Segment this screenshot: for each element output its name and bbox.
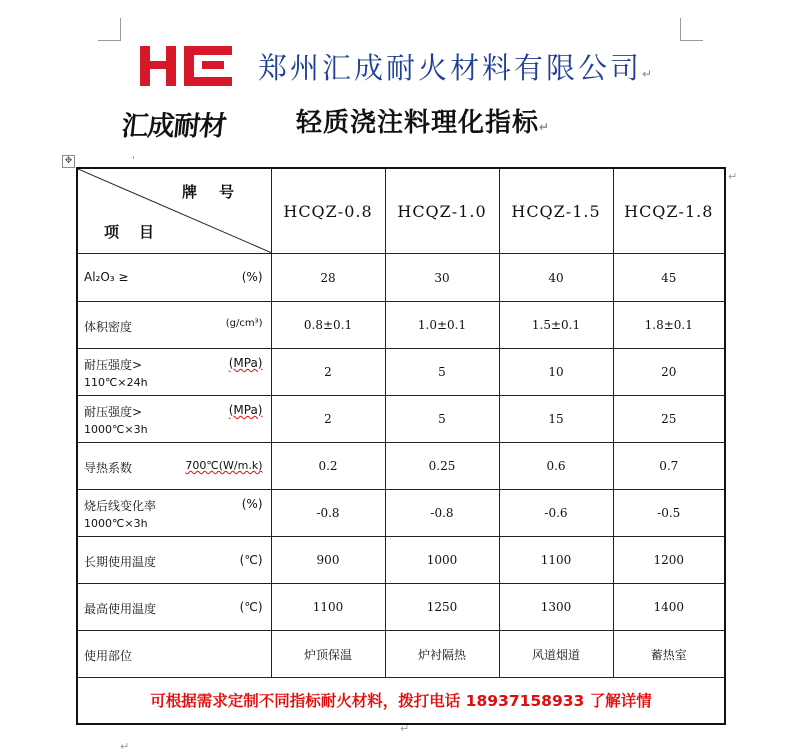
- table-cell: 2: [271, 396, 385, 443]
- table-row: [77, 443, 725, 490]
- row-condition: 110℃×24h: [84, 376, 148, 389]
- row-label-cell: [77, 584, 271, 631]
- row-label: 使用部位: [84, 649, 133, 663]
- table-cell: 2: [271, 349, 385, 396]
- grade-header: HCQZ-1.8: [613, 168, 725, 254]
- table-header-row: [77, 168, 725, 254]
- table-cell: 40: [499, 254, 613, 302]
- table-row: [77, 396, 725, 443]
- header-item-label: 项目: [104, 223, 175, 241]
- page-corner-mark-top-left: [98, 18, 121, 41]
- row-label-cell: [77, 631, 271, 678]
- row-unit: (℃): [239, 600, 263, 614]
- table-cell: 1250: [385, 584, 499, 631]
- table-cell: 25: [613, 396, 725, 443]
- table-cell: 0.7: [613, 443, 725, 490]
- table-cell: 900: [271, 537, 385, 584]
- table-cell: 炉顶保温: [271, 631, 385, 678]
- table-cell: -0.8: [385, 490, 499, 537]
- row-label: 最高使用温度: [84, 602, 157, 616]
- row-label: 耐压强度>: [84, 358, 143, 372]
- row-label: 长期使用温度: [84, 555, 157, 569]
- table-row: [77, 254, 725, 302]
- table-cell: 1.5±0.1: [499, 302, 613, 349]
- table-row: [77, 584, 725, 631]
- table-cell: 28: [271, 254, 385, 302]
- table-cell: 0.6: [499, 443, 613, 490]
- row-label-cell: [77, 396, 271, 443]
- row-label-cell: [77, 302, 271, 349]
- row-end-mark: ↵: [728, 170, 738, 183]
- header-brand-label: 牌号: [182, 183, 257, 201]
- grade-header: HCQZ-0.8: [271, 168, 385, 254]
- row-label-cell: [77, 443, 271, 490]
- table-row: [77, 631, 725, 678]
- company-logo-icon: [140, 46, 236, 86]
- row-unit: (MPa): [228, 403, 263, 417]
- table-cell: 30: [385, 254, 499, 302]
- document-title: 轻质浇注料理化指标↵: [296, 108, 551, 138]
- table-row: [77, 490, 725, 537]
- table-footer-row: [77, 678, 725, 724]
- table-cell: 1000: [385, 537, 499, 584]
- table-cell: 5: [385, 349, 499, 396]
- table-cell: 炉衬隔热: [385, 631, 499, 678]
- paragraph-mark: ': [132, 154, 136, 167]
- logo-wordmark: 汇成耐材: [120, 111, 228, 142]
- spec-table: [76, 167, 726, 725]
- table-cell: 10: [499, 349, 613, 396]
- table-cell: 45: [613, 254, 725, 302]
- row-label: Al₂O₃ ≥: [84, 270, 129, 284]
- row-label-cell: [77, 490, 271, 537]
- table-cell: 1.0±0.1: [385, 302, 499, 349]
- table-cell: -0.8: [271, 490, 385, 537]
- table-cell: 0.8±0.1: [271, 302, 385, 349]
- company-name: 郑州汇成耐火材料有限公司↵: [258, 51, 656, 85]
- header-diagonal-cell: [77, 168, 271, 254]
- row-label-cell: [77, 537, 271, 584]
- row-unit: (MPa): [228, 356, 263, 370]
- row-label-cell: [77, 349, 271, 396]
- table-cell: 1100: [271, 584, 385, 631]
- paragraph-mark: ↵: [400, 722, 410, 735]
- row-condition: 1000℃×3h: [84, 423, 148, 436]
- grade-header: HCQZ-1.0: [385, 168, 499, 254]
- row-label: 体积密度: [84, 320, 133, 334]
- row-unit: (%): [241, 270, 263, 284]
- table-row: [77, 537, 725, 584]
- table-cell: 1100: [499, 537, 613, 584]
- grade-header: HCQZ-1.5: [499, 168, 613, 254]
- table-cell: 1300: [499, 584, 613, 631]
- row-unit: 700℃(W/m.k): [185, 459, 263, 472]
- row-unit: (%): [241, 497, 263, 511]
- row-unit: (℃): [239, 553, 263, 567]
- table-cell: 1200: [613, 537, 725, 584]
- table-cell: 20: [613, 349, 725, 396]
- table-cell: 风道烟道: [499, 631, 613, 678]
- row-label: 耐压强度>: [84, 405, 143, 419]
- table-cell: -0.6: [499, 490, 613, 537]
- row-unit: (g/cm³): [225, 318, 263, 329]
- table-cell: 1400: [613, 584, 725, 631]
- table-row: [77, 349, 725, 396]
- table-row: [77, 302, 725, 349]
- page-corner-mark-top-right: [680, 18, 703, 41]
- table-cell: 5: [385, 396, 499, 443]
- table-cell: 15: [499, 396, 613, 443]
- table-cell: 蓄热室: [613, 631, 725, 678]
- table-move-handle-icon[interactable]: ✥: [62, 155, 75, 168]
- table-cell: 1.8±0.1: [613, 302, 725, 349]
- contact-notice: 可根据需求定制不同指标耐火材料，拨打电话 18937158933 了解详情: [77, 678, 725, 724]
- table-cell: 0.2: [271, 443, 385, 490]
- row-condition: 1000℃×3h: [84, 517, 148, 530]
- row-label: 导热系数: [84, 461, 133, 475]
- row-label-cell: [77, 254, 271, 302]
- row-label: 烧后线变化率: [84, 499, 157, 513]
- table-cell: 0.25: [385, 443, 499, 490]
- table-cell: -0.5: [613, 490, 725, 537]
- paragraph-mark: ↵: [120, 740, 130, 753]
